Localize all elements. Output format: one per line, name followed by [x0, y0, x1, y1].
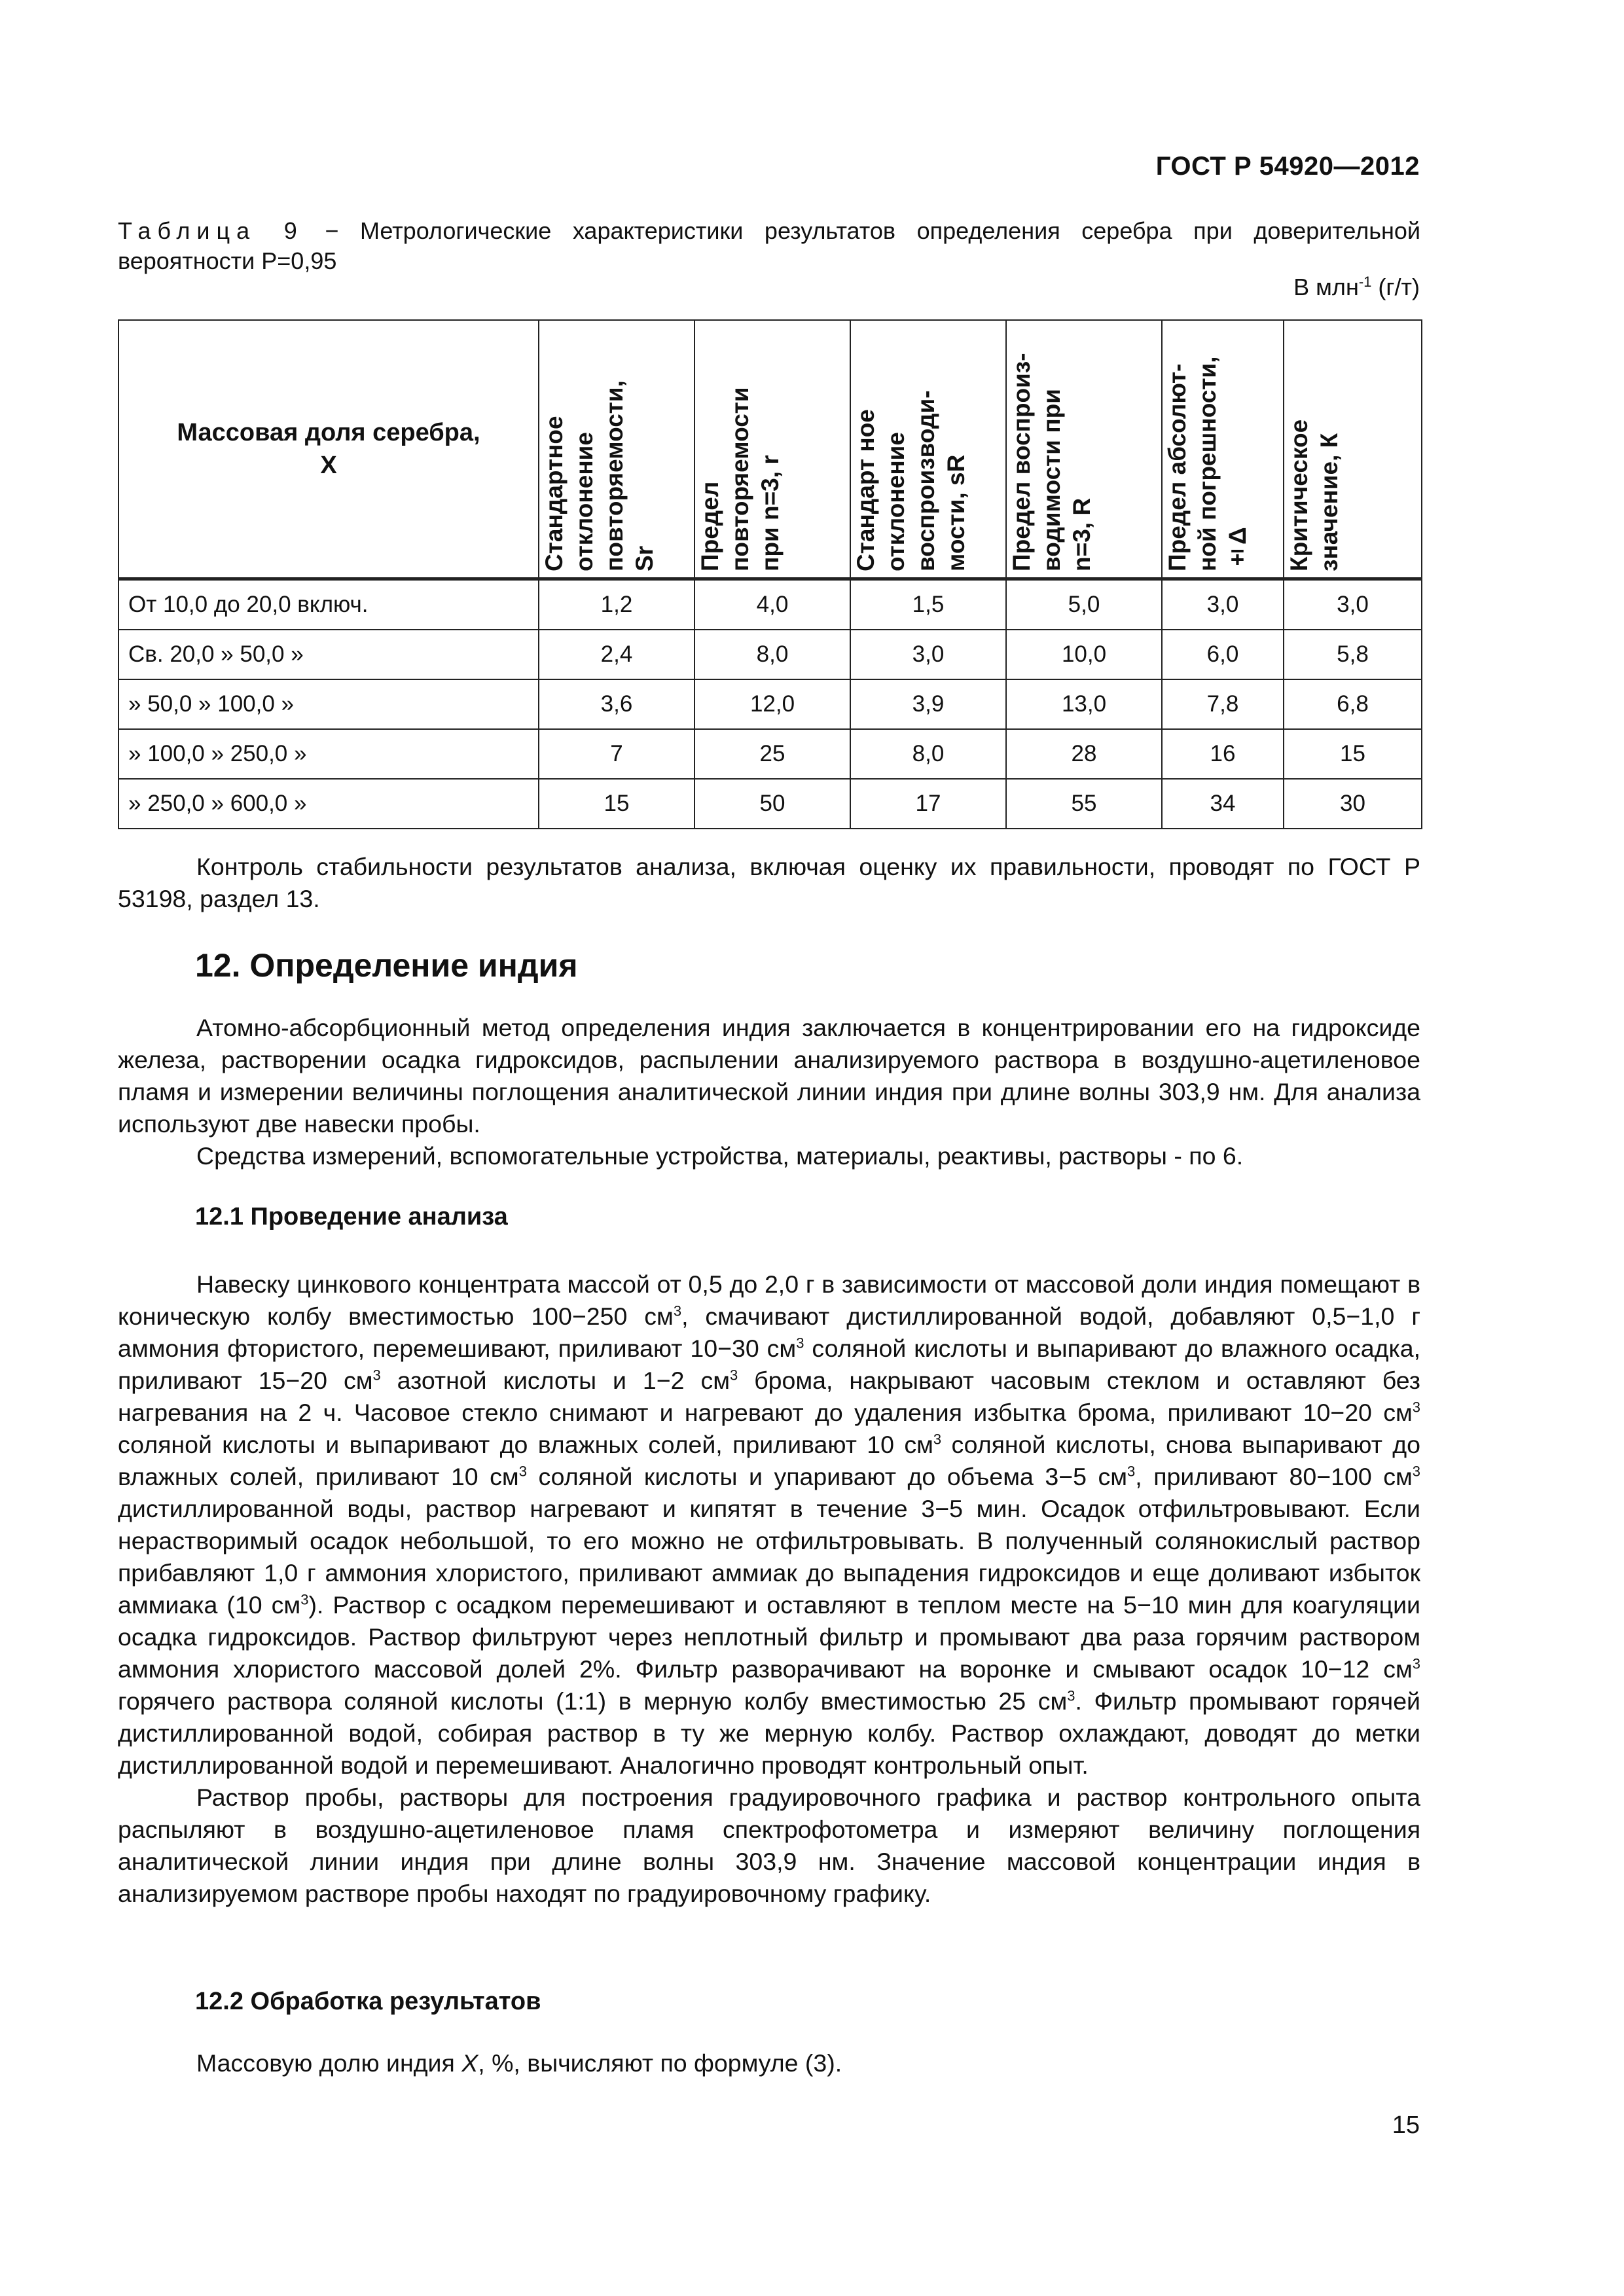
table-row [118, 779, 1422, 829]
units-suffix: (г/т) [1371, 274, 1420, 300]
sup-3: 3 [933, 1431, 942, 1448]
table-cell: 3,6 [539, 679, 695, 729]
text-run: брома, накрывают часовым стеклом и оставляют без нагревания на 2 ч. Часовое стекло снимают и нагревают до удаления избытка брома, приливают 10−20 см [118, 1367, 1420, 1426]
header-rot-text: Предел воспроиз-водимости при n=3, R [1008, 353, 1095, 571]
header-rot-text: Предел повторяемости при n=3, r [696, 387, 784, 571]
section-12-1-title: 12.1 Проведение анализа [195, 1203, 508, 1230]
header-mass-fraction-line2: X [320, 452, 337, 479]
section-12-paragraph-2: Средства измерений, вспомогательные устройства, материалы, реактивы, растворы - по 6. [196, 1142, 1244, 1170]
table-cell-range: » 250,0 » 600,0 » [118, 779, 539, 829]
table-cell-range: » 100,0 » 250,0 » [118, 729, 539, 779]
text-run: , приливают 80−100 см [1135, 1463, 1413, 1490]
section-12-1-paragraph-1 [118, 1268, 1420, 1782]
section-12-2-title: 12.2 Обработка результатов [195, 1988, 541, 2015]
header-rot-text: Стандарт ное отклонение воспроизводи-мости, sR [852, 390, 969, 571]
table-cell: 8,0 [850, 729, 1006, 779]
table-cell: 34 [1162, 779, 1284, 829]
sup-3: 3 [372, 1367, 381, 1384]
table-cell: 3,0 [1162, 579, 1284, 630]
text-run: азотной кислоты и 1−2 см [380, 1367, 730, 1394]
table-cell: 55 [1006, 779, 1162, 829]
table-cell: 7,8 [1162, 679, 1284, 729]
text-run: , смачивают дистиллированной водой, добавляют 0,5−1,0 г аммония фтористого, перемешивают, приливают 10−30 см [118, 1302, 1420, 1362]
table-cell: 15 [539, 779, 695, 829]
text-run: ). Раствор с осадком перемешивают и оставляют в теплом месте на 5−10 мин для коагуляции осадка гидроксидов. Раствор фильтруют через неплотный фильтр и промывают два раза горячим раствором аммония хлористого массовой долей 2%. Фильтр разворачивают на воронке и смывают осадок 10−12 см [118, 1591, 1420, 1683]
table-row [118, 729, 1422, 779]
table-cell: 6,8 [1284, 679, 1422, 729]
page-number: 15 [1392, 2111, 1420, 2139]
table-cell: 15 [1284, 729, 1422, 779]
standard-number: ГОСТ Р 54920—2012 [1155, 152, 1420, 181]
sup-3: 3 [673, 1302, 682, 1319]
sup-3: 3 [1412, 1655, 1420, 1672]
table-cell: 13,0 [1006, 679, 1162, 729]
table-cell: 3,0 [850, 630, 1006, 679]
control-paragraph: Контроль стабильности результатов анализа, включая оценку их правильности, проводят по ГОСТ Р 53198, раздел 13. [118, 853, 1420, 912]
table-cell: 10,0 [1006, 630, 1162, 679]
table-cell: 30 [1284, 779, 1422, 829]
sup-3: 3 [518, 1463, 527, 1480]
text-run: . Фильтр промывают горячей дистиллированной водой, собирая раствор в ту же мерную колбу. Раствор охлаждают, доводят до метки дистиллированной водой и перемешивают. Аналогично проводят контрольный опыт. [118, 1687, 1421, 1779]
variable-x: X [461, 2049, 478, 2077]
table-cell-range: » 50,0 » 100,0 » [118, 679, 539, 729]
table-cell-range: От 10,0 до 20,0 включ. [118, 579, 539, 630]
table-caption-text: − Метрологические характеристики результатов определения серебра при доверительной вероятности Р=0,95 [118, 217, 1420, 274]
text-run: , %, вычисляют по формуле (3). [478, 2049, 842, 2077]
header-mass-fraction-line1: Массовая доля серебра, [177, 419, 480, 446]
section-12-2-body [118, 2047, 1420, 2079]
table-units [1293, 274, 1420, 301]
control-paragraph-block [118, 851, 1420, 915]
table-row [118, 579, 1422, 630]
header-rot-text: Критическое значение, К [1286, 419, 1343, 571]
header-absolute-error-limit [1162, 320, 1284, 579]
text-run: соляной кислоты и упаривают до объема 3−5 см [526, 1463, 1128, 1490]
section-12-2-paragraph [118, 2047, 1420, 2079]
section-12-1-body [118, 1268, 1420, 1910]
text-run: соляной кислоты и выпаривают до влажных солей, приливают 10 см [118, 1431, 933, 1458]
table-cell: 5,0 [1006, 579, 1162, 630]
text-run: Массовую долю индия [196, 2049, 462, 2077]
table-cell: 7 [539, 729, 695, 779]
sup-3: 3 [1412, 1399, 1420, 1416]
text-run: Навеску цинкового концентрата массой от 0,5 до 2,0 г в зависимости от массовой доли индия помещают в коническую колбу вместимостью 100−250 см [118, 1270, 1420, 1330]
header-std-dev-reproducibility [850, 320, 1006, 579]
header-critical-value [1284, 320, 1422, 579]
sup-3: 3 [730, 1367, 738, 1384]
text-run: дистиллированной воды, раствор нагревают и кипятят в течение 3−5 мин. Осадок отфильтровывают. Если нерастворимый осадок небольшой, то его можно не отфильтровывать. В полученный солянокислый раствор прибавляют 1,0 г аммония хлористого, приливают аммиак до выпадения гидроксидов и еще доливают избыток аммиака (10 см [118, 1495, 1420, 1619]
table-row [118, 679, 1422, 729]
text-run: соляной кислоты и выпаривают до влажного осадка, приливают 15−20 см [118, 1335, 1420, 1394]
header-reproducibility-limit [1006, 320, 1162, 579]
table-cell-range: Св. 20,0 » 50,0 » [118, 630, 539, 679]
table-caption [118, 216, 1420, 276]
sup-3: 3 [796, 1335, 804, 1352]
metrology-table [118, 319, 1422, 829]
sup-3: 3 [300, 1591, 309, 1608]
table-cell: 5,8 [1284, 630, 1422, 679]
header-std-dev-repeatability [539, 320, 695, 579]
table-cell: 12,0 [695, 679, 850, 729]
table-cell: 6,0 [1162, 630, 1284, 679]
section-12-paragraph-1: Атомно-абсорбционный метод определения индия заключается в концентрировании его на гидроксиде железа, растворении осадка гидроксидов, распылении анализируемого раствора в воздушно-ацетиленовое пламя и измерении величины поглощения аналитической линии индия при длине волны 303,9 нм. Для анализа используют две навески пробы. [118, 1014, 1420, 1138]
units-sup: -1 [1358, 274, 1372, 290]
table-cell: 8,0 [695, 630, 850, 679]
sup-3: 3 [1127, 1463, 1136, 1480]
table-cell: 4,0 [695, 579, 850, 630]
table-cell: 17 [850, 779, 1006, 829]
table-cell: 50 [695, 779, 850, 829]
table-cell: 2,4 [539, 630, 695, 679]
sup-3: 3 [1067, 1687, 1075, 1704]
table-cell: 1,2 [539, 579, 695, 630]
table-cell: 3,9 [850, 679, 1006, 729]
table-caption-label: Таблица 9 [118, 217, 304, 244]
header-mass-fraction [118, 320, 539, 579]
table-cell: 1,5 [850, 579, 1006, 630]
section-12-title: 12. Определение индия [195, 947, 578, 984]
header-rot-text: Предел абсолют-ной погрешности, ±Δ [1164, 356, 1251, 571]
units-prefix: В млн [1293, 274, 1359, 300]
table-cell: 3,0 [1284, 579, 1422, 630]
text-run: соляной кислоты, снова выпаривают до влажных солей, приливают 10 см [118, 1431, 1420, 1490]
table-cell: 16 [1162, 729, 1284, 779]
header-rot-text: Стандартное отклонение повторяемости, Sr [541, 380, 658, 571]
section-12-1-paragraph-2: Раствор пробы, растворы для построения градуировочного графика и раствор контрольного опыта распыляют в воздушно-ацетиленовое пламя спектрофотометра и измеряют величину поглощения аналитической линии индия при длине волны 303,9 нм. Значение массовой концентрации индия в анализируемом растворе пробы находят по градуировочному графику. [118, 1784, 1420, 1907]
table-cell: 25 [695, 729, 850, 779]
table-header-row [118, 320, 1422, 579]
header-repeatability-limit [695, 320, 850, 579]
text-run: горячего раствора соляной кислоты (1:1) в мерную колбу вместимостью 25 см [118, 1687, 1068, 1715]
table-cell: 28 [1006, 729, 1162, 779]
table-row [118, 630, 1422, 679]
section-12-body [118, 1012, 1420, 1172]
sup-3: 3 [1412, 1463, 1421, 1480]
